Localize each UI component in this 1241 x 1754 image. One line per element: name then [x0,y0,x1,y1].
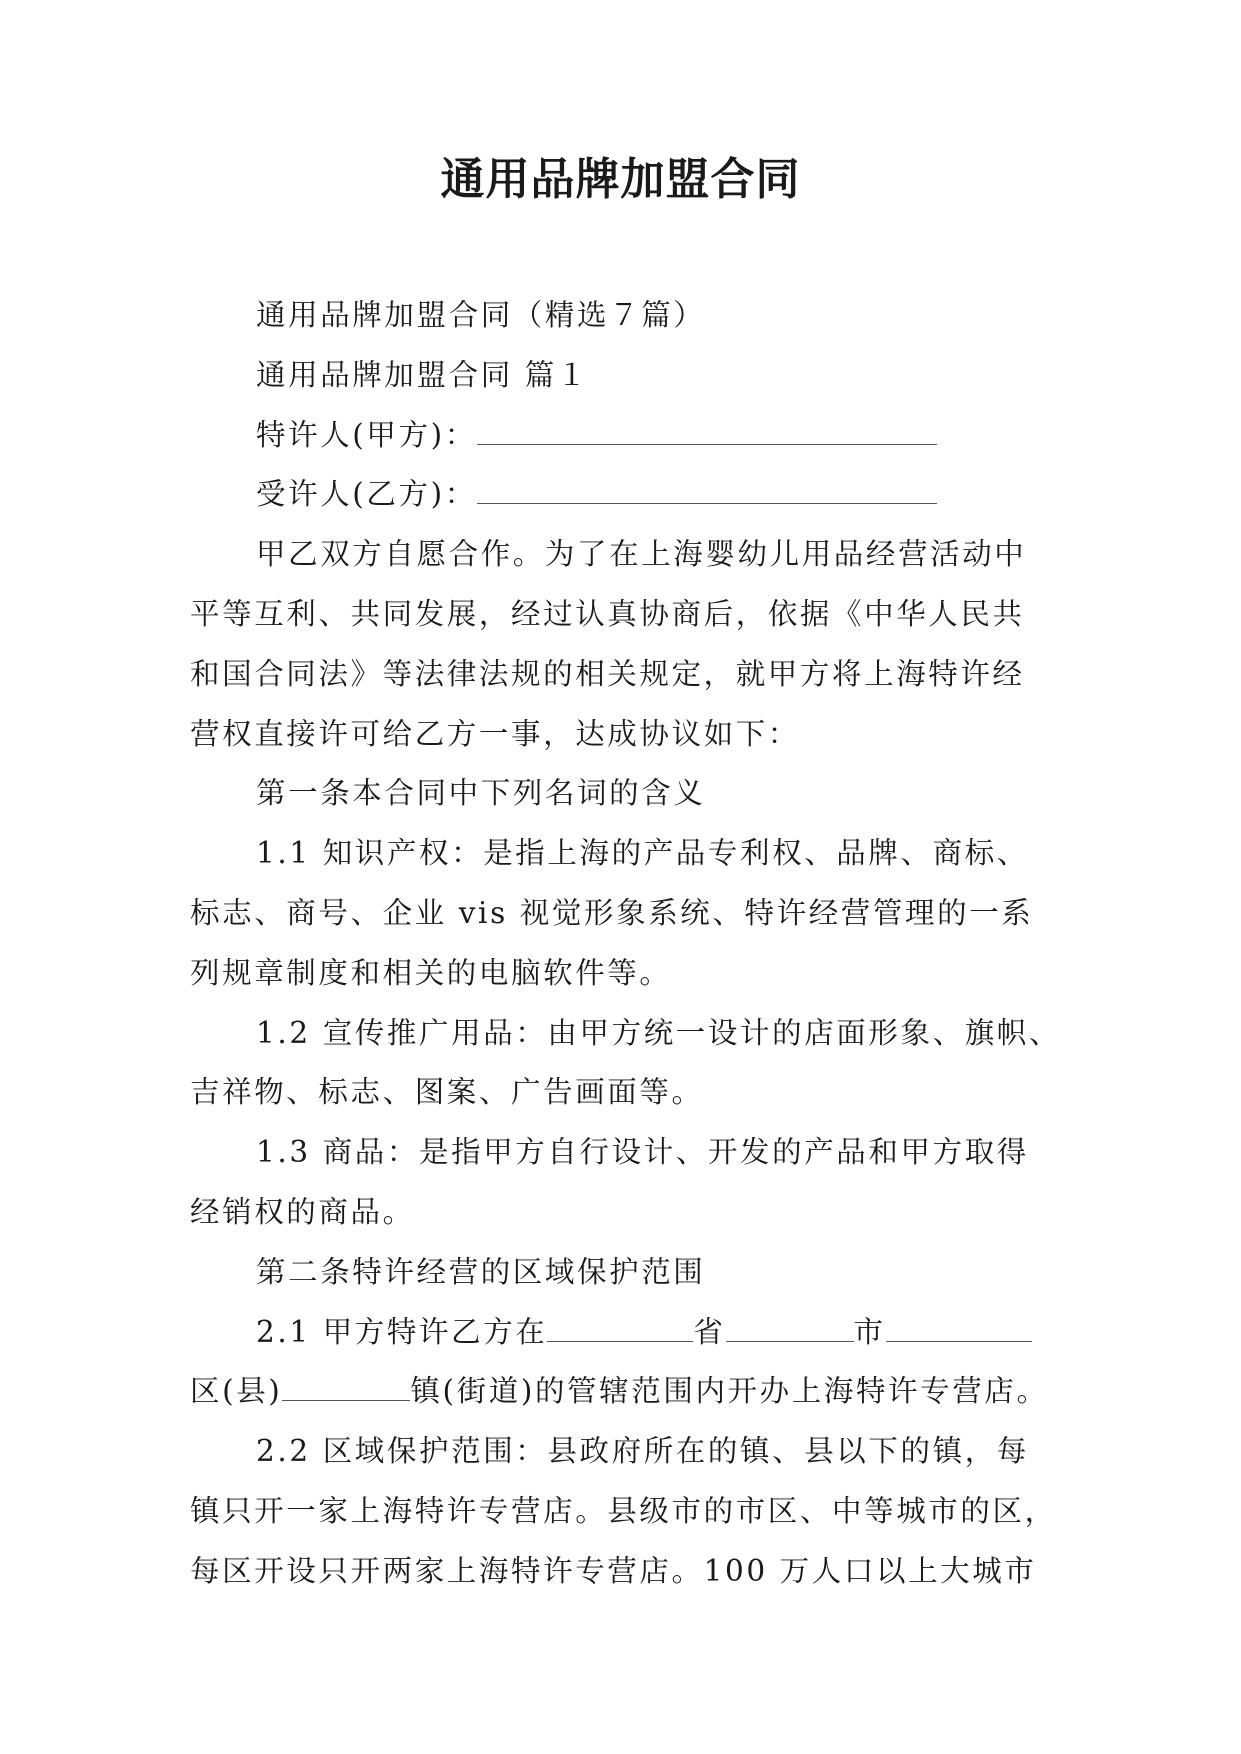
text-line: 第二条特许经营的区域保护范围 [256,1254,706,1289]
text-line [124,1362,1060,1422]
text-line: 第一条本合同中下列名词的含义 [256,776,706,811]
text-line: 通用品牌加盟合同 篇１ [256,357,589,392]
text-line: 经销权的商品。 [190,1194,415,1229]
text-line [190,1303,1060,1363]
party-a-label: 特许人(甲方)： [256,417,477,452]
article-heading [190,1243,1060,1303]
text-line: 标志、商号、企业 vis 视觉形象系统、特许经营管理的一系 [190,895,1034,930]
section-heading [190,346,1060,406]
text-line: 1.2 宣传推广用品：由甲方统一设计的店面形象、旗帜、 [256,1015,1061,1050]
text-line: 1.1 知识产权：是指上海的产品专利权、品牌、商标、 [256,836,1029,871]
party-b-line [190,465,1060,525]
article-heading [190,764,1060,824]
clause-paragraph [190,1422,1060,1601]
clause-paragraph [190,824,1060,1003]
party-a-blank [477,414,937,445]
document-title: 通用品牌加盟合同 [440,154,801,205]
clause-paragraph [190,1303,1060,1423]
clause-text: 市 [853,1314,886,1349]
preamble-paragraph [190,525,1060,764]
text-line: 吉祥物、标志、图案、广告画面等。 [190,1075,704,1110]
document-body [190,286,1060,1602]
town-blank [282,1370,410,1401]
subtitle-paragraph [190,286,1060,346]
text-line: 镇只开一家上海特许专营店。县级市的市区、中等城市的区， [190,1493,1057,1528]
clause-text: 省 [693,1314,726,1349]
text-line: 营权直接许可给乙方一事，达成协议如下： [190,716,800,751]
district-blank [886,1311,1032,1342]
clause-paragraph [190,1123,1060,1243]
text-line: 和国合同法》等法律法规的相关规定，就甲方将上海特许经 [190,656,1025,691]
text-line: 平等互利、共同发展，经过认真协商后，依据《中华人民共 [190,596,1025,631]
clause-text: 2.1 甲方特许乙方在 [256,1314,548,1349]
clause-text: 区(县) [190,1374,283,1409]
city-blank [726,1311,854,1342]
text-line: 列规章制度和相关的电脑软件等。 [190,955,672,990]
text-line: 每区开设只开两家上海特许专营店。100 万人口以上大城市 [190,1553,1037,1588]
clause-text: 镇(街道)的管辖范围内开办上海特许专营店。 [410,1374,1049,1409]
text-line: 通用品牌加盟合同（精选７篇） [256,298,706,332]
text-line: 1.3 商品：是指甲方自行设计、开发的产品和甲方取得 [256,1135,1029,1170]
text-line: 甲乙双方自愿合作。为了在上海婴幼儿用品经营活动中 [256,537,1027,572]
province-blank [547,1311,693,1342]
clause-paragraph [190,1004,1060,1124]
party-b-blank [477,473,937,504]
party-a-line [190,406,1060,466]
text-line: 2.2 区域保护范围：县政府所在的镇、县以下的镇，每 [256,1434,1029,1469]
party-b-label: 受许人(乙方)： [256,477,477,512]
